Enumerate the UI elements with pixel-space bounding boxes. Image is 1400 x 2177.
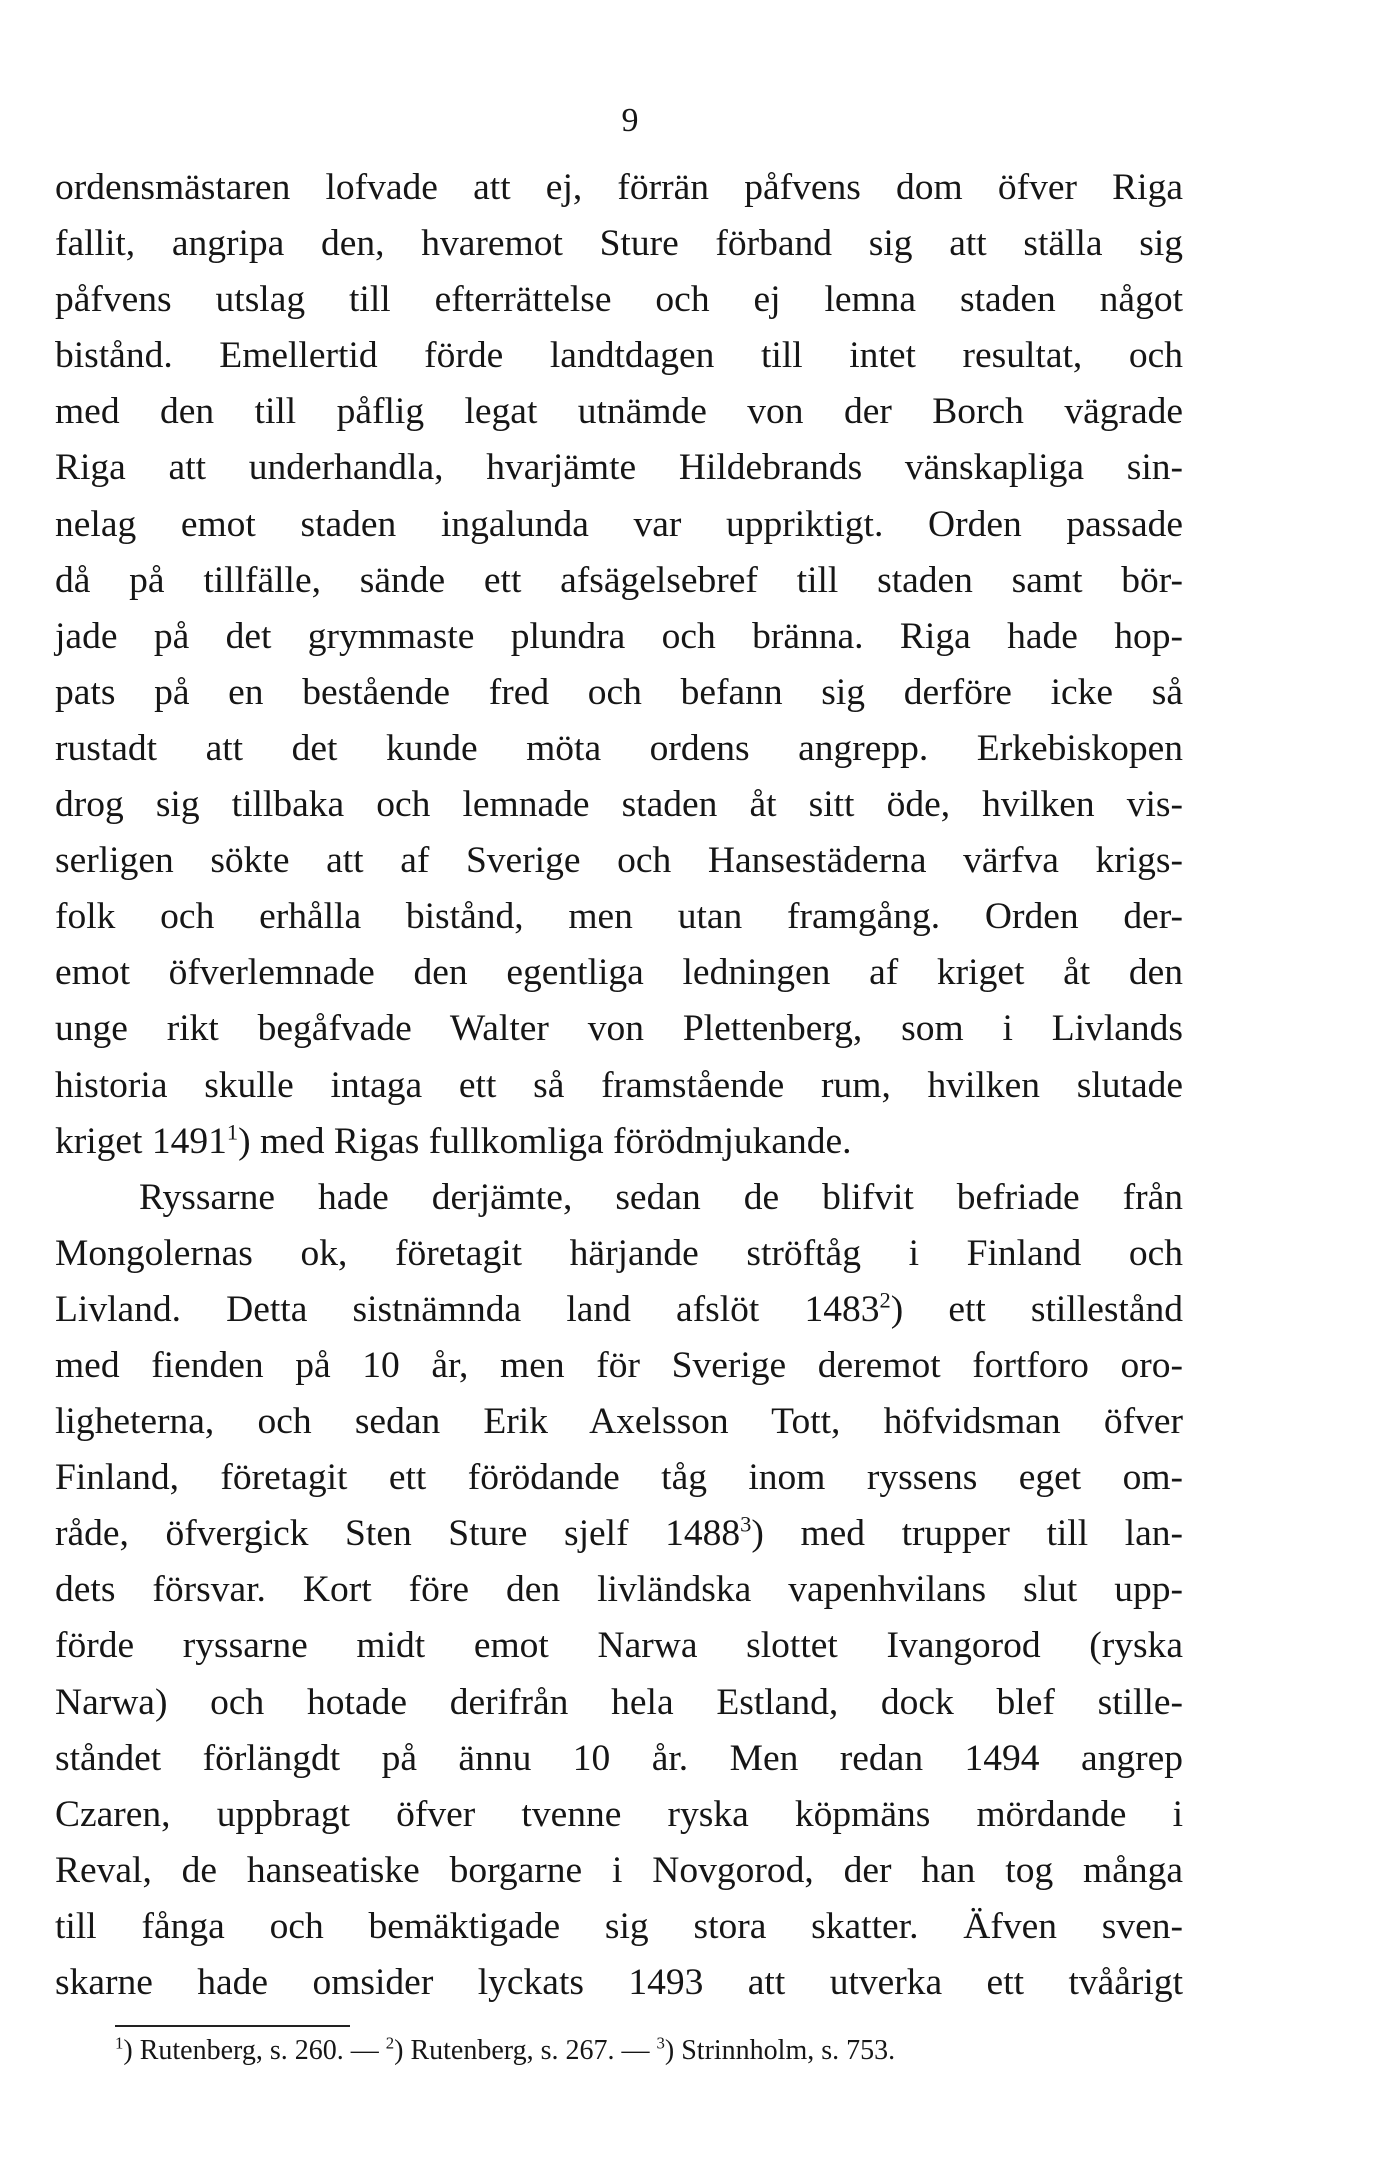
text-line: historia skulle intaga ett så framstående rum, hvilken slutade [55,1064,1183,1106]
text-line: Czaren, uppbragt öfver tvenne ryska köpmäns mördande i [55,1793,1183,1835]
line-text: ) med Rigas fullkomliga förödmjukande. [238,1120,852,1162]
text-line: folk och erhålla bistånd, men utan framgång. Orden der- [55,896,1183,938]
line-text: ) med trupper till lan- [751,1513,1183,1555]
text-line: ståndet förlängdt på ännu 10 år. Men redan 1494 angrep [55,1737,1183,1779]
text-line: unge rikt begåfvade Walter von Plettenberg, som i Livlands [55,1008,1183,1050]
text-line: ligheterna, och sedan Erik Axelsson Tott, höfvidsman öfver [55,1401,1183,1443]
footnote-separator: — [621,2035,650,2066]
text-line: drog sig tillbaka och lemnade staden åt sitt öde, hvilken vis- [55,784,1183,826]
footnote-text: ) Rutenberg, s. 260. [123,2035,344,2066]
footnote-text: ) Strinnholm, s. 753. [664,2035,896,2066]
text-line: förde ryssarne midt emot Narwa slottet Ivangorod (ryska [55,1625,1183,1667]
text-line [55,1506,1183,1562]
footnote-divider [115,2025,350,2027]
text-line: påfvens utslag till efterrättelse och ej lemna staden något [55,279,1183,321]
text-line [55,1114,1183,1170]
text-line: Narwa) och hotade derifrån hela Estland, dock blef stille- [55,1681,1183,1723]
footnote-mark: 2 [385,2033,395,2053]
text-line: Riga att underhandla, hvarjämte Hildebrands vänskapliga sin- [55,447,1183,489]
footnote [657,2035,896,2066]
footnote-mark: 3 [656,2033,665,2053]
footnote-mark: 1 [115,2033,124,2053]
line-text: kriget 1491 [55,1120,227,1162]
text-line: bistånd. Emellertid förde landtdagen till intet resultat, och [55,335,1183,377]
text-line: Finland, företagit ett förödande tåg inom ryssens eget om- [55,1457,1183,1499]
footnote-mark: 1 [226,1119,239,1145]
text-line: till fånga och bemäktigade sig stora skatter. Äfven sven- [55,1905,1183,1947]
line-text: råde, öfvergick Sten Sture sjelf 1488 [55,1513,741,1555]
text-line: serligen sökte att af Sverige och Hansestäderna värfva krigs- [55,840,1183,882]
body-text [55,160,1183,2011]
text-line: emot öfverlemnade den egentliga ledningen af kriget åt den [55,952,1183,994]
text-line: med den till påflig legat utnämde von der Borch vägrade [55,391,1183,433]
footnote-mark: 3 [740,1511,752,1537]
text-line: skarne hade omsider lyckats 1493 att utverka ett tvåårigt [55,1962,1183,2003]
text-line: nelag emot staden ingalunda var uppriktigt. Orden passade [55,503,1183,545]
text-line [55,1282,1183,1338]
footnote-text: ) Rutenberg, s. 267. [394,2035,615,2066]
text-line: rustadt att det kunde möta ordens angrepp. Erkebiskopen [55,727,1183,769]
text-line: dets försvar. Kort före den livländska vapenhvilans slut upp- [55,1569,1183,1611]
text-line: med fienden på 10 år, men för Sverige deremot fortforo oro- [55,1344,1183,1386]
text-line: fallit, angripa den, hvaremot Sture förband sig att ställa sig [55,223,1183,265]
line-text: Livland. Detta sistnämnda land afslöt 1483 [55,1288,880,1330]
text-line: ordensmästaren lofvade att ej, förrän påfvens dom öfver Riga [55,167,1183,208]
footnote [115,2035,344,2066]
text-line: då på tillfälle, sände ett afsägelsebref till staden samt bör- [55,559,1183,601]
footnote [386,2035,615,2066]
text-line: pats på en bestående fred och befann sig derföre icke så [55,671,1183,713]
line-text: ) ett stillestånd [890,1288,1183,1330]
text-line: Reval, de hanseatiske borgarne i Novgorod, der han tog många [55,1849,1183,1891]
text-line: jade på det grymmaste plundra och bränna. Riga hade hop- [55,615,1183,657]
text-line: Mongolernas ok, företagit härjande ströftåg i Finland och [55,1232,1183,1274]
page-number: 9 [621,102,639,139]
text-line: Ryssarne hade derjämte, sedan de blifvit befriade från [139,1176,1183,1218]
footnotes [115,2029,1175,2073]
footnote-mark: 2 [879,1287,891,1313]
footnote-separator: — [350,2035,379,2066]
